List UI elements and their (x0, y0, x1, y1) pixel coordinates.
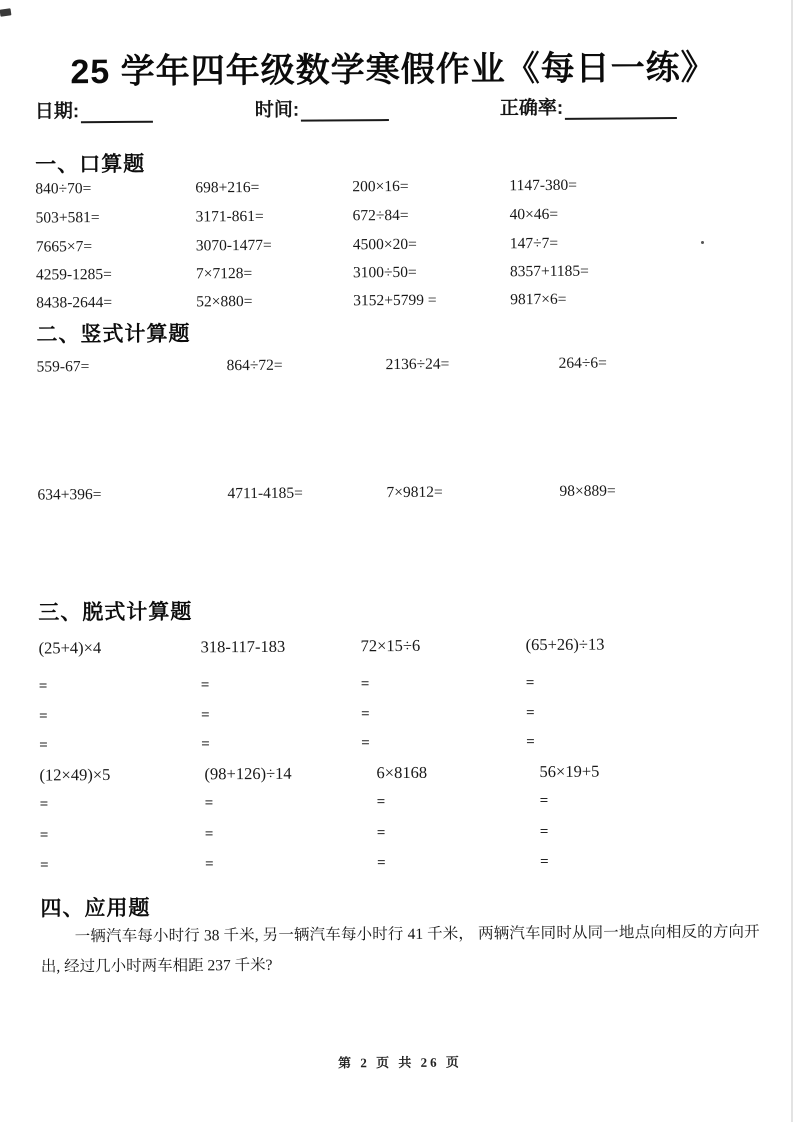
stepwise-expression: 318-117-183 (200, 636, 286, 657)
date-blank-line (81, 104, 153, 124)
vertical-problem: 559-67= (36, 358, 90, 376)
equals-sign: = (540, 853, 549, 871)
oral-row (36, 262, 741, 285)
vertical-problem: 264÷6= (558, 354, 607, 372)
equals-sign: = (360, 676, 370, 693)
accuracy-blank-line (565, 100, 677, 120)
oral-problem: 3171-861= (195, 207, 264, 226)
equals-row (39, 733, 744, 755)
oral-problem: 4259-1285= (35, 265, 112, 284)
equals-sign: = (526, 705, 535, 722)
page-footer: 第 2 页 共 26 页 (338, 1054, 462, 1071)
oral-problem: 672÷84= (352, 206, 409, 225)
oral-problem: 3100÷50= (352, 263, 417, 282)
page-title: 25 学年四年级数学寒假作业《每日一练》 (70, 48, 716, 92)
oral-problem: 1147-380= (509, 176, 578, 195)
time-label: 时间: (254, 99, 300, 121)
oral-problem: 3152+5799 = (353, 291, 437, 310)
equals-sign: = (38, 678, 48, 695)
equals-row (40, 823, 745, 845)
section-heading-oral: 一、口算题 (35, 152, 146, 177)
equals-sign: = (376, 825, 386, 842)
equals-row (39, 674, 744, 696)
equals-row (39, 704, 744, 726)
equals-row (40, 853, 745, 875)
oral-row (36, 290, 741, 313)
vertical-row (37, 482, 742, 505)
oral-problem: 8357+1185= (509, 262, 589, 281)
equals-sign: = (361, 706, 370, 723)
equals-sign: = (201, 736, 210, 753)
equals-sign: = (39, 708, 48, 725)
oral-problem: 147÷7= (509, 234, 559, 253)
equals-sign: = (204, 826, 214, 843)
vertical-problem: 7×9812= (386, 483, 443, 502)
equals-sign: = (200, 677, 210, 694)
oral-problem: 3070-1477= (195, 236, 272, 255)
accuracy-label: 正确率: (499, 97, 564, 120)
word-problem-text: 一辆汽车每小时行 38 千米, 另一辆汽车每小时行 41 千米， 两辆汽车同时从同一地点向相反的方向开出, 经过几小时两车相距 237 千米? (40, 923, 760, 976)
oral-row (36, 205, 741, 228)
equals-sign: = (539, 823, 549, 841)
vertical-problem: 864÷72= (226, 356, 283, 375)
section-heading-vertical: 二、竖式计算题 (36, 322, 191, 347)
equals-sign: = (376, 794, 386, 811)
vertical-problem: 2136÷24= (385, 355, 450, 374)
section-heading-word-problem: 四、应用题 (40, 896, 151, 921)
oral-problem: 503+581= (35, 209, 100, 227)
equals-sign: = (377, 855, 386, 872)
oral-problem: 840÷70= (35, 180, 92, 198)
stepwise-expression: (12×49)×5 (39, 765, 111, 785)
stepwise-expression-row (39, 761, 744, 786)
oral-problem: 9817×6= (510, 290, 567, 309)
vertical-problem: 634+396= (37, 486, 102, 504)
stepwise-expression: 56×19+5 (539, 761, 600, 782)
stepwise-expression: (65+26)÷13 (525, 634, 605, 655)
equals-row (40, 792, 745, 814)
oral-problem: 40×46= (509, 205, 559, 224)
equals-sign: = (204, 795, 214, 812)
stepwise-expression: 72×15÷6 (360, 635, 421, 656)
scan-artifact-dot (701, 241, 704, 244)
equals-sign: = (205, 856, 214, 873)
oral-row (36, 234, 741, 257)
equals-sign: = (40, 857, 49, 874)
oral-problem: 8438-2644= (36, 293, 113, 312)
stepwise-expression: (25+4)×4 (38, 638, 102, 658)
stepwise-expression: (98+126)÷14 (204, 763, 292, 784)
equals-sign: = (539, 792, 549, 810)
time-blank-line (301, 102, 389, 122)
equals-sign: = (39, 796, 49, 813)
stepwise-expression: 6×8168 (376, 762, 428, 783)
oral-row (35, 176, 740, 199)
oral-problem: 200×16= (352, 177, 409, 196)
vertical-problem: 4711-4185= (227, 484, 303, 503)
equals-sign: = (361, 735, 370, 752)
equals-sign: = (201, 707, 210, 724)
vertical-problem: 98×889= (559, 482, 616, 500)
oral-problem: 4500×20= (352, 235, 417, 254)
stepwise-expression-row (39, 634, 744, 659)
oral-problem: 52×880= (196, 292, 253, 311)
oral-problem: 7665×7= (35, 238, 93, 256)
oral-problem: 698+216= (195, 178, 260, 197)
vertical-row (37, 354, 742, 377)
section-heading-stepwise: 三、脱式计算题 (38, 600, 193, 625)
equals-sign: = (526, 734, 535, 751)
date-label: 日期: (34, 101, 80, 123)
accuracy-field (500, 92, 678, 120)
equals-sign: = (525, 675, 535, 692)
equals-sign: = (39, 827, 49, 844)
date-field (35, 96, 154, 124)
oral-problem: 7×7128= (195, 265, 253, 283)
time-field (255, 94, 390, 122)
equals-sign: = (39, 737, 48, 754)
